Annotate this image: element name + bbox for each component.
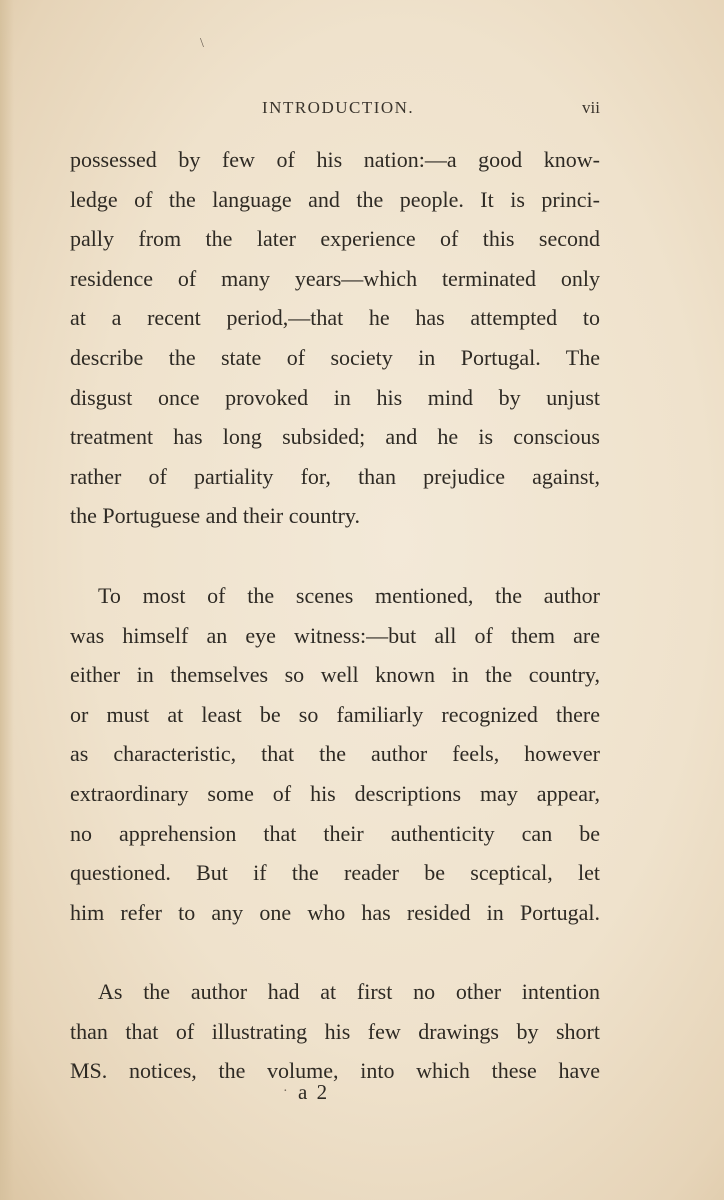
text-line: no apprehension that their authenticity can be (70, 820, 600, 846)
text-line: him refer to any one who has resided in Portugal. (70, 899, 600, 925)
paragraph-3 (70, 972, 600, 1091)
text-line: or must at least be so familiarly recognized there (70, 701, 600, 727)
text-line: As the author had at first no other intention (98, 979, 600, 1005)
text-line: MS. notices, the volume, into which these have (70, 1058, 600, 1084)
paragraph-gap (70, 932, 600, 972)
text-line: To most of the scenes mentioned, the author (98, 582, 600, 608)
signature-dot: · (283, 1084, 288, 1099)
page-header (0, 98, 724, 122)
text-line: possessed by few of his nation:—a good know- (70, 147, 600, 172)
text-line: describe the state of society in Portugal. The (70, 344, 600, 370)
text-line: was himself an eye witness:—but all of them are (70, 622, 600, 648)
paragraph-1 (70, 140, 600, 536)
text-line: than that of illustrating his few drawings by short (70, 1018, 600, 1044)
text-line: ledge of the language and the people. It is princi- (70, 186, 600, 212)
text-line: pally from the later experience of this second (70, 226, 600, 252)
text-line: rather of partiality for, than prejudice against, (70, 463, 600, 489)
text-line: either in themselves so well known in the country, (70, 662, 600, 688)
ink-speck: \ (200, 36, 204, 51)
body-text (70, 140, 600, 1091)
text-line: as characteristic, that the author feels, however (70, 741, 600, 767)
text-line: extraordinary some of his descriptions may appear, (70, 780, 600, 806)
text-line: treatment has long subsided; and he is conscious (70, 424, 600, 450)
text-line: residence of many years—which terminated only (70, 265, 600, 291)
paragraph-gap (70, 536, 600, 576)
running-head: INTRODUCTION. (262, 98, 415, 117)
text-line: disgust once provoked in his mind by unjust (70, 384, 600, 410)
text-line: questioned. But if the reader be sceptical, let (70, 860, 600, 886)
text-line: the Portuguese and their country. (70, 503, 360, 529)
signature-mark: a 2 (298, 1080, 330, 1104)
page-number: vii (582, 98, 600, 117)
page-gutter-shadow (0, 0, 14, 1200)
paragraph-2 (70, 576, 600, 932)
text-line: at a recent period,—that he has attempted to (70, 305, 600, 331)
